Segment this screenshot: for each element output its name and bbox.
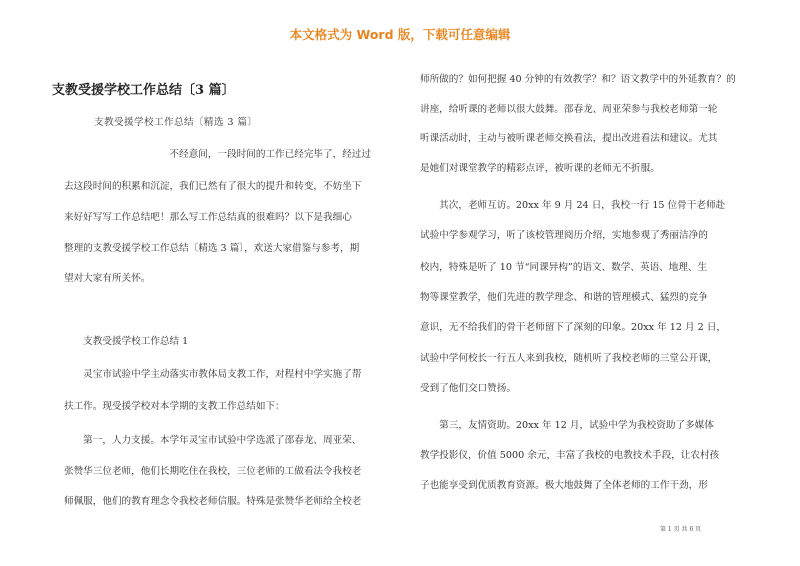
text-line: 受到了他们交口赞扬。 [420, 383, 516, 394]
text-line: 来好好写写工作总结吧！那么写工作总结真的很难吗？以下是我细心 [64, 212, 352, 223]
text-line: 其次，老师互访。20xx 年 9 月 24 日，我校一行 15 位骨干老师赴 [420, 200, 726, 211]
word-format-banner: 本文格式为 Word 版，下载可任意编辑 [289, 27, 511, 42]
text-line: 去这段时间的积累和沉淀，我们已然有了很大的提升和转变，不妨坐下 [64, 181, 362, 192]
text-line: 第三，友情资助。20xx 年 12 月，试验中学为我校资助了多媒体 [420, 420, 714, 431]
text-line: 师佩服，他们的教育理念令我校老师信服。特殊是张赞华老师给全校老 [64, 496, 362, 507]
document-title: 支教受援学校工作总结〔3 篇〕 [52, 83, 235, 98]
text-line: 扶工作。现受援学校对本学期的支教工作总结如下： [64, 401, 285, 412]
text-line: 不经意间，一段时间的工作已经完毕了，经过过 [64, 149, 371, 160]
text-line: 教学投影仪，价值 5000 余元，丰富了我校的电教技术手段，让农村孩 [420, 450, 720, 461]
page-number: 第 1 页 共 6 页 [660, 526, 702, 533]
section-heading: 支教受援学校工作总结 1 [64, 336, 189, 347]
document-subtitle: 支教受援学校工作总结〔精选 3 篇〕 [94, 117, 258, 128]
text-line: 试验中学参观学习，听了该校管理阅历介绍，实地参观了秀丽洁净的 [420, 230, 708, 241]
text-line: 师所做的？如何把握 40 分钟的有效教学？和？语文教学中的外延教育？的 [420, 74, 736, 85]
text-line: 试验中学何校长一行五人来到我校，随机听了我校老师的三堂公开课， [420, 353, 718, 364]
text-line: 张赞华三位老师，他们长期吃住在我校，三位老师的工做看法令我校老 [64, 466, 362, 477]
text-line: 听课活动时，主动与被听课老师交换看法，提出改进看法和建议。尤其 [420, 133, 718, 144]
text-line: 讲座，给听课的老师以很大鼓舞。邵春龙、周亚荣参与我校老师第一轮 [420, 104, 718, 115]
text-line: 是她们对课堂教学的精彩点评，被听课的老师无不折服。 [420, 163, 660, 174]
text-line: 灵宝市试验中学主动落实市教体局支教工作，对程村中学实施了帮 [64, 369, 362, 380]
text-line: 物等课堂教学，他们先进的教学理念、和谐的管理模式、猛烈的竞争 [420, 292, 708, 303]
text-line: 整理的支教受援学校工作总结〔精选 3 篇〕，欢送大家借鉴与参考，期 [64, 243, 360, 254]
text-line: 意识，无不给我们的骨干老师留下了深刻的印象。20xx 年 12 月 2 日， [420, 322, 727, 333]
text-line: 校内，特殊是听了 10 节“同课异构”的语文、数学、英语、地理、生 [420, 262, 708, 273]
text-line: 子也能享受到优质教育资源。极大地鼓舞了全体老师的工作干劲，形 [420, 480, 708, 491]
text-line: 第一，人力支援。本学年灵宝市试验中学选派了邵春龙、周亚荣、 [64, 435, 362, 446]
text-line: 望对大家有所关怀。 [64, 273, 151, 284]
